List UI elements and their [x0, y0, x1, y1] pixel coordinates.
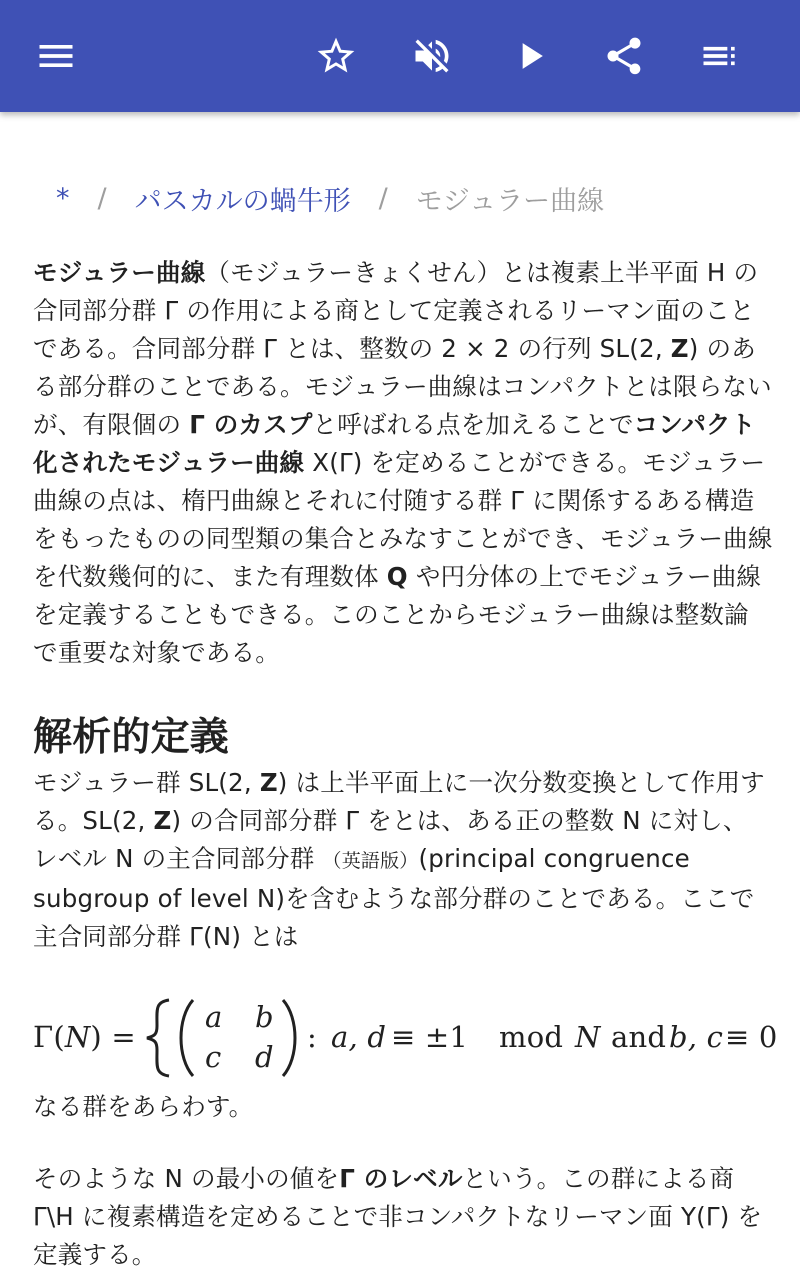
- bold-Z: Z: [670, 334, 689, 363]
- matrix-d: d: [255, 1040, 274, 1074]
- article-title-term: モジュラー曲線: [33, 258, 206, 287]
- table-of-contents-button[interactable]: [692, 28, 748, 84]
- bookmark-button[interactable]: [308, 28, 364, 84]
- bold-Z: Z: [153, 806, 172, 835]
- text-run: と呼ばれる点を加えることで: [312, 410, 634, 439]
- formula-gamma: Γ(: [33, 1020, 65, 1054]
- formula-and: and: [611, 1020, 667, 1054]
- share-icon: [602, 34, 646, 78]
- bold-Q: Q: [386, 562, 408, 591]
- app-bar: [0, 0, 800, 112]
- english-version-link[interactable]: （英語版）: [322, 850, 419, 872]
- matrix-c: c: [205, 1040, 222, 1074]
- formula-colon: :: [307, 1020, 317, 1054]
- share-button[interactable]: [596, 28, 652, 84]
- breadcrumb: [56, 178, 604, 218]
- star-icon: [314, 34, 358, 78]
- toc-icon: [698, 34, 742, 78]
- section-heading: 解析的定義: [33, 715, 230, 760]
- level-term: Γ のレベル: [339, 1164, 463, 1193]
- level-paragraph: [33, 1160, 773, 1274]
- article-content: [33, 254, 778, 1274]
- text-run: （モジュラーきょくせん）とは複素上半平面 H の合同部分群 Γ の作用による商として定義されるリーマン面のことである。合同部分群 Γ とは、整数の 2 × 2 の行列 SL(2,: [33, 258, 759, 363]
- formula-equals: ) =: [90, 1020, 136, 1054]
- formula-cond1-rel: ≡ ±1: [391, 1020, 469, 1054]
- formula-lhs: [33, 1018, 136, 1056]
- intro-paragraph: [33, 254, 773, 672]
- play-button[interactable]: [502, 28, 558, 84]
- breadcrumb-separator: /: [97, 182, 107, 214]
- formula-cond2-rel: ≡ 0: [725, 1020, 778, 1054]
- text-run: モジュラー群 SL(2,: [33, 768, 260, 797]
- cusp-term: Γ のカスプ: [189, 410, 313, 439]
- formula-cond2: b, c: [669, 1020, 724, 1054]
- text-run: ) は上半平面上に一次分数変換として作用する。SL(2,: [33, 768, 765, 835]
- breadcrumb-separator: /: [378, 182, 388, 214]
- text-run: ) の合同部分群 Γ をとは、ある正の整数 N に対し、 レベル N の主合同部分群: [33, 806, 748, 873]
- menu-button[interactable]: [28, 28, 84, 84]
- matrix-b: b: [255, 1000, 274, 1034]
- volume-off-icon: [410, 34, 454, 78]
- text-run: X(Γ) を定めることができる。モジュラー曲線の点は、楕円曲線とそれに付随する群 Γ に関係するある構造をもったものの同型類の集合とみなすことができ、モジュラー曲線を代数幾何的に、また有理数体: [33, 448, 773, 591]
- formula-cond1: a, d: [331, 1020, 387, 1054]
- formula-mod: mod: [499, 1020, 564, 1054]
- text-run: (principal congruence subgroup of level N)を含むような部分群のことである。ここで主合同部分群 Γ(N) とは: [33, 844, 755, 951]
- bold-Z: Z: [259, 768, 278, 797]
- text-run: そのような N の最小の値を: [33, 1164, 340, 1193]
- math-formula: [33, 996, 778, 1080]
- section-paragraph: [33, 764, 773, 956]
- breadcrumb-root-link[interactable]: *: [56, 182, 70, 214]
- mute-button[interactable]: [404, 28, 460, 84]
- breadcrumb-parent-link[interactable]: パスカルの蝸牛形: [134, 185, 351, 217]
- formula-var-N: N: [64, 1020, 91, 1054]
- compactified-term: コンパクト化されたモジュラー曲線: [33, 410, 756, 477]
- menu-icon: [34, 34, 78, 78]
- formula-caption: なる群をあらわす。: [33, 1092, 254, 1121]
- text-run: や円分体の上でモジュラー曲線を定義することもできる。このことからモジュラー曲線は整数論で重要な対象である。: [33, 562, 762, 667]
- text-run: という。この群による商 Γ\H に複素構造を定めることで非コンパクトなリーマン面 Y(Γ) を定義する。: [33, 1164, 763, 1269]
- matrix-a: a: [205, 1000, 223, 1034]
- breadcrumb-current: モジュラー曲線: [415, 185, 605, 217]
- formula-mod-N: N: [575, 1020, 601, 1054]
- play-icon: [508, 34, 552, 78]
- text-run: ) のある部分群のことである。モジュラー曲線はコンパクトとは限らないが、有限個の: [33, 334, 772, 439]
